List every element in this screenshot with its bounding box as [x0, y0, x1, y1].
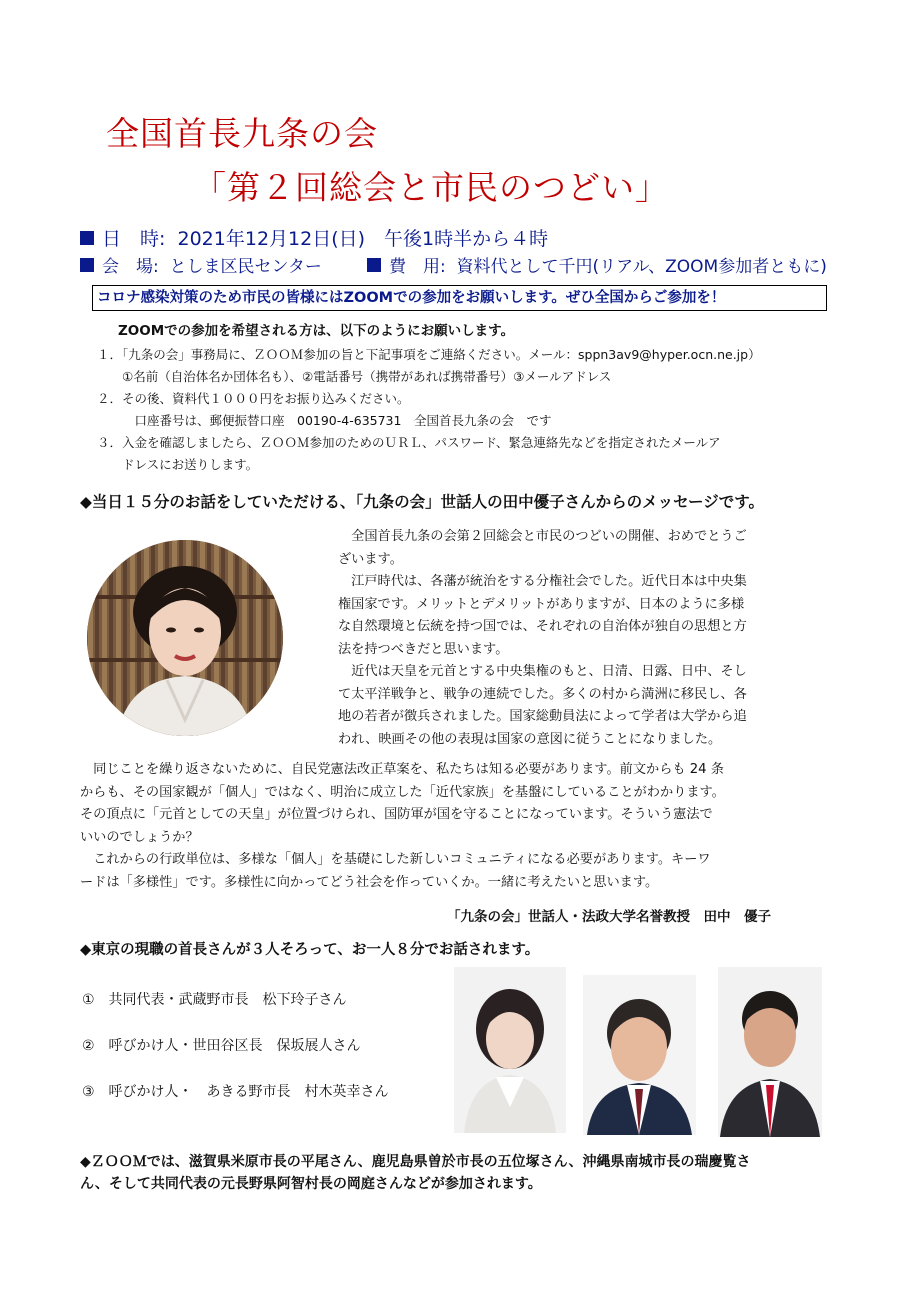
message-side-line: 江戸時代は、各藩が統治をする分権社会でした。近代日本は中央集 — [338, 574, 747, 589]
mayor-item-3: ③ 呼びかけ人・ あきる野市長 村木英幸さん — [82, 1084, 389, 1100]
message-side-line: 全国首長九条の会第２回総会と市民のつどいの開催、おめでとうご — [338, 529, 747, 544]
portrait-illustration — [87, 540, 283, 736]
message-side-line: ざいます。 — [338, 551, 403, 567]
message-full-line: これからの行政単位は、多様な「個人」を基礎にした新しいコミュニティになる必要があります。キーワ — [80, 852, 711, 867]
hosaka-photo — [583, 975, 696, 1135]
tanaka-portrait — [87, 540, 283, 736]
message-side-line: 地の若者が徴兵されました。国家総動員法によって学者は大学から追 — [338, 709, 747, 724]
mayor-item-1: ① 共同代表・武蔵野市長 松下玲子さん — [82, 992, 347, 1008]
square-bullet-icon — [367, 258, 381, 272]
event-org-title: 全国首長九条の会 — [106, 114, 378, 153]
zoom-intro: ZOOMでの参加を希望される方は、以下のようにお願いします。 — [118, 323, 515, 339]
message-full-line: からも、その国家観が「個人」ではなく、明治に成立した「近代家族」を基盤にしていることがわかります。 — [80, 784, 725, 800]
message-side-line: て太平洋戦争と、戦争の連続でした。多くの村から満洲に移民し、各 — [338, 686, 747, 702]
square-bullet-icon — [80, 231, 94, 245]
message-full-line: その頂点に「元首としての天皇」が位置づけられ、国防軍が国を守ることになっています。そういう憲法で — [80, 807, 713, 822]
mayors-heading: ◆東京の現職の首長さんが３人そろって、お一人８分でお話されます。 — [80, 942, 540, 958]
zoom-line-1: １．「九条の会」事務局に、ＺＯＯＭ参加の旨と下記事項をご連絡ください。メール：sppn3av9@hyper.ocn.ne.jp） — [97, 347, 761, 362]
square-bullet-icon — [80, 258, 94, 272]
matsushita-photo — [454, 967, 566, 1133]
message-full-line: いいのでしょうか？ — [80, 829, 199, 845]
event-title: 「第２回総会と市民のつどい」 — [193, 168, 669, 207]
footer-line-2: ん、そして共同代表の元長野県阿智村長の岡庭さんなどが参加されます。 — [80, 1176, 542, 1192]
message-side-line: 近代は天皇を元首とする中央集権のもと、日清、日露、日中、そし — [338, 664, 747, 679]
zoom-line-4: 口座番号は、郵便振替口座 00190-4-635731 全国首長九条の会 です — [97, 413, 552, 428]
venue-row — [80, 252, 322, 277]
message-signature: 「九条の会」世話人・法政大学名誉教授 田中 優子 — [447, 909, 771, 925]
message-side-line: 権国家です。メリットとデメリットがありますが、日本のように多様 — [338, 596, 745, 612]
message-heading: ◆当日１５分のお話をしていただける、「九条の会」世話人の田中優子さんからのメッセージです。 — [80, 493, 765, 511]
message-side-text — [338, 526, 747, 751]
message-side-line: な自然環境と伝統を持つ国では、それぞれの自治体が独自の思想と方 — [338, 619, 747, 634]
date-row — [80, 224, 548, 251]
message-full-line: ードは「多様性」です。多様性に向かってどう社会を作っていくか。一緒に考えたいと思います。 — [80, 874, 659, 890]
message-side-line: われ、映画その他の表現は国家の意図に従うことになりました。 — [338, 731, 722, 747]
zoom-line-2: ①名前（自治体名か団体名も）、②電話番号（携帯があれば携帯番号）③メールアドレス — [97, 369, 612, 384]
venue-label: 会 場: — [102, 257, 159, 277]
fee-row — [367, 252, 827, 277]
zoom-line-5: ３．入金を確認しましたら、ＺＯＯＭ参加のためのＵＲＬ、パスワード、緊急連絡先などを指定されたメールア — [97, 435, 721, 450]
zoom-banner: コロナ感染対策のため市民の皆様にはZOOMでの参加をお願いします。ぜひ全国からご参加を！ — [92, 285, 827, 311]
venue-value: としま区民センター — [169, 257, 322, 277]
zoom-line-6: ドレスにお送りします。 — [97, 457, 259, 472]
fee-label: 費 用: — [389, 257, 446, 277]
message-side-line: 法を持つべきだと思います。 — [338, 641, 509, 657]
footer-line-1: ◆ＺＯＯＭでは、滋賀県米原市長の平尾さん、鹿児島県曽於市長の五位塚さん、沖縄県南城市長の瑞慶覧さ — [80, 1154, 751, 1170]
message-full-line: 同じことを繰り返さないために、自民党憲法改正草案を、私たちは知る必要があります。前文からも 24 条 — [80, 762, 724, 777]
fee-value: 資料代として千円(リアル、ZOOM参加者ともに) — [456, 257, 827, 277]
date-label: 日 時: — [102, 228, 166, 250]
zoom-line-3: ２．その後、資料代１０００円をお振り込みください。 — [97, 391, 410, 406]
muraki-photo — [718, 967, 822, 1137]
mayor-item-2: ② 呼びかけ人・世田谷区長 保坂展人さん — [82, 1038, 361, 1054]
date-value: 2021年12月12日(日) 午後1時半から４時 — [177, 228, 549, 250]
message-full-text — [80, 759, 725, 894]
